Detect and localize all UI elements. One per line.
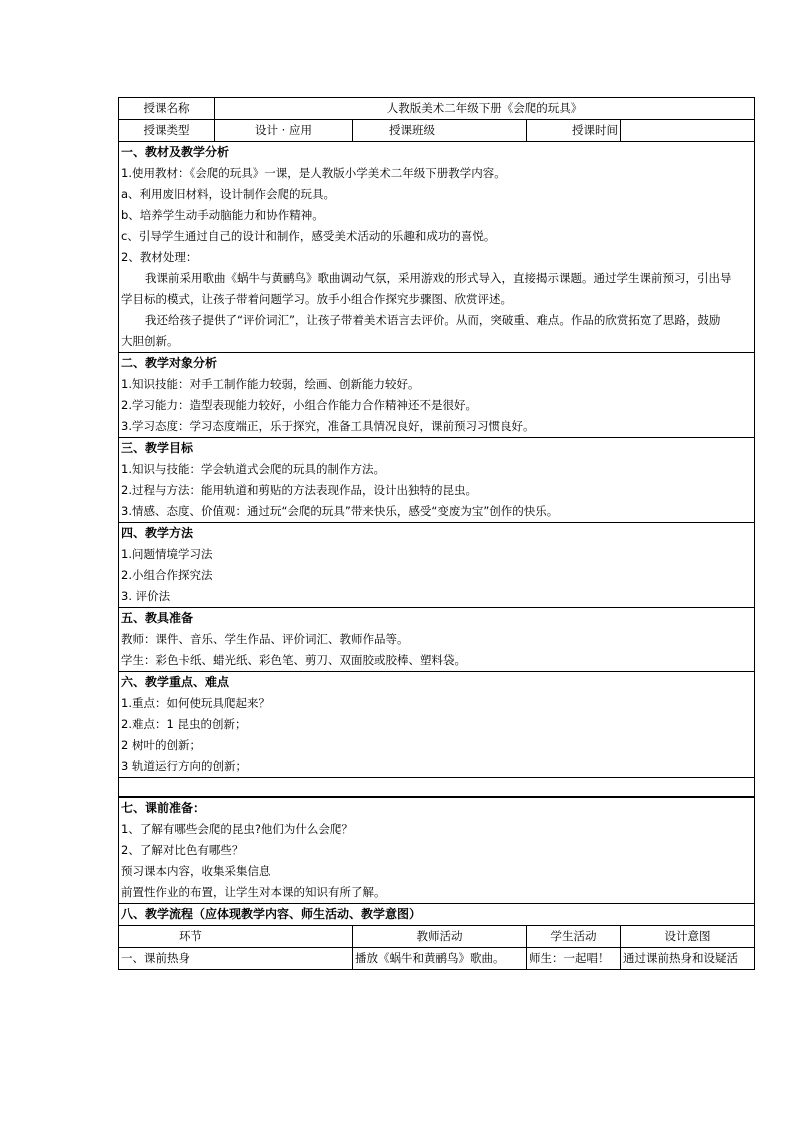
section-6-line: 2.难点：1 昆虫的创新； [121,717,247,731]
section-5-line: 学生：彩色卡纸、蜡光纸、彩色笔、剪刀、双面胶或胶棒、塑料袋。 [121,653,466,667]
section-3 [119,438,755,523]
flow-col-student: 学生活动 [527,926,621,948]
section-1-line: 2、教材处理： [121,250,198,264]
section-4-line: 1.问题情境学习法 [121,547,213,561]
section-2-line: 1.知识技能：对手工制作能力较弱，绘画、创新能力较好。 [121,377,420,391]
section-1-title: 一、教材及教学分析 [121,145,230,159]
section-8-title: 八、教学流程（应体现教学内容、师生活动、教学意图） [121,907,422,921]
course-type-label: 授课类型 [119,120,215,142]
section-6-title: 六、教学重点、难点 [121,675,230,689]
section-6-line: 2 树叶的创新； [121,738,201,752]
flow-col-intent: 设计意图 [621,926,755,948]
section-7-line: 前置性作业的布置，让学生对本课的知识有所了解。 [121,885,386,899]
flow-cell-teacher: 播放《蜗牛和黄鹂鸟》歌曲。 [353,948,527,970]
course-type-value: 设计 · 应用 [215,120,353,142]
lesson-plan-document [118,97,754,970]
section-6-line: 1.重点：如何使玩具爬起来？ [121,696,270,710]
section-6-line: 3 轨道运行方向的创新； [121,759,247,773]
class-label: 授课班级 [353,120,527,142]
section-3-title: 三、教学目标 [121,441,194,455]
section-5-line: 教师：课件、音乐、学生作品、评价词汇、教师作品等。 [121,632,409,646]
section-3-line: 3.情感、态度、价值观：通过玩“会爬的玩具”带来快乐，感受“变废为宝”创作的快乐。 [121,504,559,518]
section-2 [119,353,755,438]
flow-table-row [119,948,755,970]
section-1-line: c、引导学生通过自己的设计和制作，感受美术活动的乐趣和成功的喜悦。 [121,229,496,243]
section-2-title: 二、教学对象分析 [121,356,218,370]
section-7 [119,797,755,904]
flow-col-teacher: 教师活动 [353,926,527,948]
section-7-line: 预习课本内容，收集采集信息 [121,864,271,878]
flow-table-header [119,926,755,948]
flow-cell-student: 师生：一起唱！ [527,948,621,970]
lesson-plan-table [118,97,755,970]
section-8-title-row [119,904,755,926]
section-2-line: 3.学习态度：学习态度端正，乐于探究，准备工具情况良好，课前预习习惯良好。 [121,419,535,433]
flow-cell-stage: 一、课前热身 [119,948,353,970]
section-3-line: 1.知识与技能：学会轨道式会爬的玩具的制作方法。 [121,462,385,476]
section-4-line: 3. 评价法 [121,589,171,603]
section-7-line: 2、了解对比色有哪些？ [121,843,244,857]
section-1-line: b、培养学生动手动脑能力和协作精神。 [121,208,324,222]
section-4 [119,523,755,608]
section-1-paragraph: 我课前采用歌曲《蜗牛与黄鹂鸟》歌曲调动气氛，采用游戏的形式导入，直接揭示课题。通过学生课前预习，引出导 [145,271,732,285]
section-1-line: 1.使用教材：《会爬的玩具》一课，是人教版小学美术二年级下册教学内容。 [121,166,506,180]
blank-row [119,778,755,798]
section-4-title: 四、教学方法 [121,526,194,540]
flow-col-stage: 环节 [119,926,353,948]
time-value [621,120,755,142]
time-label: 授课时间 [527,120,621,142]
course-name-value: 人教版美术二年级下册《会爬的玩具》 [215,98,755,120]
section-1-paragraph: 学目标的模式，让孩子带着问题学习。放手小组合作探究步骤图、欣赏评述。 [121,292,512,306]
section-7-line: 1、了解有哪些会爬的昆虫?他们为什么会爬？ [121,822,353,836]
section-3-line: 2.过程与方法：能用轨道和剪贴的方法表现作品，设计出独特的昆虫。 [121,483,477,497]
section-1-line: a、利用废旧材料，设计制作会爬的玩具。 [121,187,336,201]
section-1-paragraph: 大胆创新。 [121,334,179,348]
section-1-paragraph: 我还给孩子提供了“评价词汇”，让孩子带着美术语言去评价。从而，突破重、难点。作品的欣赏拓宽了思路，鼓励 [145,313,721,327]
flow-cell-intent: 通过课前热身和设疑活 [621,948,755,970]
section-4-line: 2.小组合作探究法 [121,568,213,582]
course-name-label: 授课名称 [119,98,215,120]
section-5 [119,608,755,672]
section-6 [119,672,755,778]
section-7-title: 七、课前准备： [121,801,206,815]
section-1 [119,142,755,353]
section-2-line: 2.学习能力：造型表现能力较好，小组合作能力合作精神还不是很好。 [121,398,477,412]
header-row-type [119,120,755,142]
section-5-title: 五、教具准备 [121,611,194,625]
header-row-name [119,98,755,120]
